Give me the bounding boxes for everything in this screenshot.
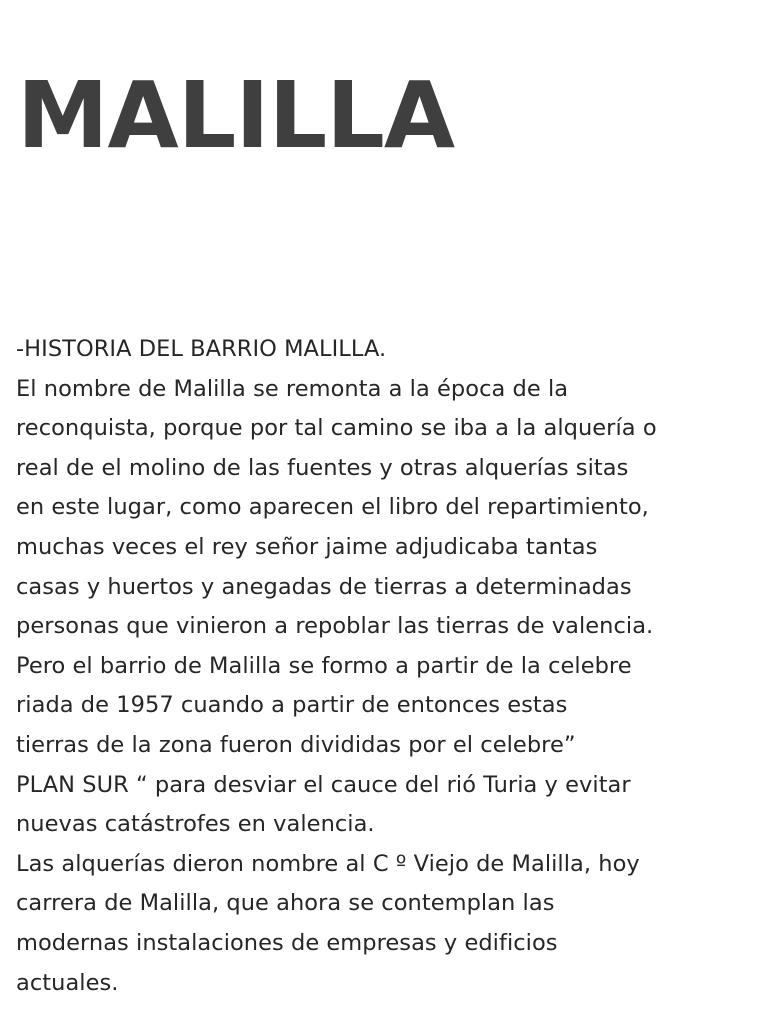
text-line: muchas veces el rey señor jaime adjudicaba tantas (16, 533, 598, 560)
body-text (16, 330, 761, 1003)
text-line: en este lugar, como aparecen el libro del repartimiento, (16, 494, 649, 521)
text-line: modernas instalaciones de empresas y edificios (16, 929, 558, 956)
text-line: Las alquerías dieron nombre al C º Viejo de Malilla, hoy (16, 850, 640, 877)
text-line: actuales. (16, 969, 119, 996)
page-title: MALILLA (17, 62, 455, 169)
text-line: nuevas catástrofes en valencia. (16, 811, 375, 838)
text-line: carrera de Malilla, que ahora se contemplan las (16, 890, 555, 917)
text-line: Pero el barrio de Malilla se formo a partir de la celebre (16, 652, 632, 679)
text-line: casas y huertos y anegadas de tierras a determinadas (16, 573, 632, 600)
text-line: PLAN SUR “ para desviar el cauce del rió Turia y evitar (16, 771, 631, 798)
text-line: riada de 1957 cuando a partir de entonces estas (16, 692, 568, 719)
section-heading: -HISTORIA DEL BARRIO MALILLA. (16, 336, 387, 362)
text-line: real de el molino de las fuentes y otras alquerías sitas (16, 454, 629, 481)
text-line: tierras de la zona fueron divididas por el celebre” (16, 731, 576, 758)
text-line: reconquista, porque por tal camino se iba a la alquería o (16, 415, 657, 442)
text-line: El nombre de Malilla se remonta a la época de la (16, 375, 569, 402)
text-line: personas que vinieron a repoblar las tierras de valencia. (16, 613, 654, 640)
